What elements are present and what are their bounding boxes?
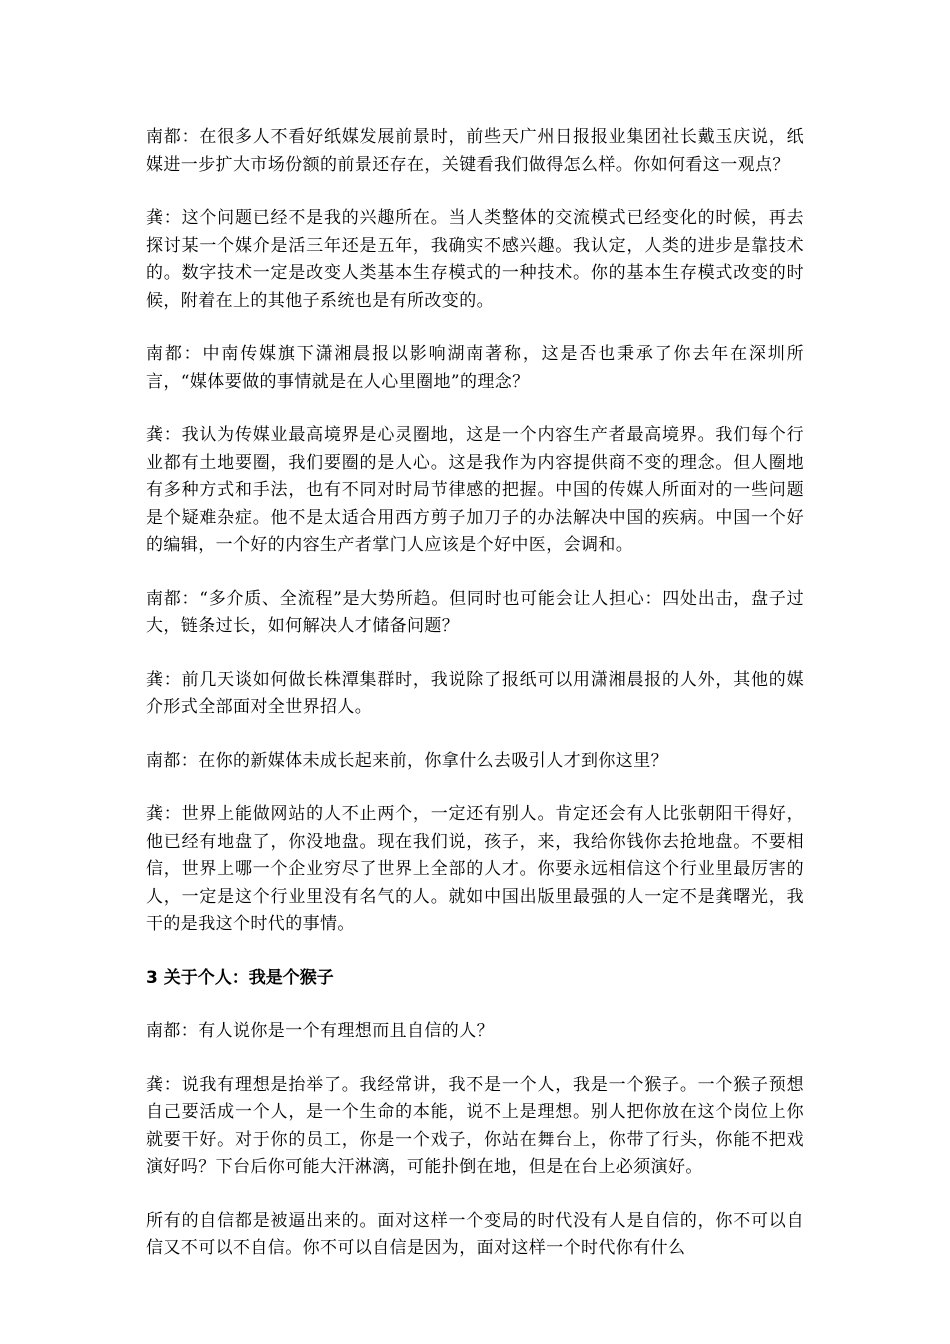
paragraph-question-5: 南都：有人说你是一个有理想而且自信的人？	[146, 1021, 494, 1041]
paragraph-answer-3: 龚：前几天谈如何做长株潭集群时，我说除了报纸可以用潇湘晨报的人外，其他的媒介形式全部面对全世界招人。	[146, 669, 804, 717]
document-page	[146, 124, 804, 1289]
paragraph-answer-2: 龚：我认为传媒业最高境界是心灵圈地，这是一个内容生产者最高境界。我们每个行业都有土地要圈，我们要圈的是人心。这是我作为内容提供商不变的理念。但人圈地有多种方式和手法，也有不同对时局节律感的把握。中国的传媒人所面对的一些问题是个疑难杂症。他不是太适合用西方剪子加刀子的办法解决中国的疾病。中国一个好的编辑，一个好的内容生产者掌门人应该是个好中医，会调和。	[146, 425, 804, 555]
paragraph-question-3: 南都：“多介质、全流程”是大势所趋。但同时也可能会让人担心：四处出击，盘子过大，链条过长，如何解决人才储备问题？	[146, 588, 804, 636]
paragraph-question-1: 南都：在很多人不看好纸媒发展前景时，前些天广州日报报业集团社长戴玉庆说，纸媒进一步扩大市场份额的前景还存在，关键看我们做得怎么样。你如何看这一观点？	[146, 127, 804, 175]
paragraph-answer-5: 龚：说我有理想是抬举了。我经常讲，我不是一个人，我是一个猴子。一个猴子预想自己要活成一个人，是一个生命的本能，说不上是理想。别人把你放在这个岗位上你就要干好。对于你的员工，你是一个戏子，你站在舞台上，你带了行头，你能不把戏演好吗？下台后你可能大汗淋漓，可能扑倒在地，但是在台上必须演好。	[146, 1074, 804, 1177]
paragraph-answer-5-continued: 所有的自信都是被逼出来的。面对这样一个变局的时代没有人是自信的，你不可以自信又不可以不自信。你不可以自信是因为，面对这样一个时代你有什么	[146, 1210, 804, 1258]
paragraph-question-2: 南都：中南传媒旗下潇湘晨报以影响湖南著称，这是否也秉承了你去年在深圳所言，“媒体要做的事情就是在人心里圈地”的理念？	[146, 344, 804, 392]
section-heading: 3 关于个人：我是个猴子	[146, 967, 334, 988]
paragraph-answer-1: 龚：这个问题已经不是我的兴趣所在。当人类整体的交流模式已经变化的时候，再去探讨某一个媒介是活三年还是五年，我确实不感兴趣。我认定，人类的进步是靠技术的。数字技术一定是改变人类基本生存模式的一种技术。你的基本生存模式改变的时候，附着在上的其他子系统也是有所改变的。	[146, 208, 804, 311]
paragraph-question-4: 南都：在你的新媒体未成长起来前，你拿什么去吸引人才到你这里？	[146, 750, 668, 771]
paragraph-answer-4: 龚：世界上能做网站的人不止两个，一定还有别人。肯定还会有人比张朝阳干得好，他已经有地盘了，你没地盘。现在我们说，孩子，来，我给你钱你去抢地盘。不要相信，世界上哪一个企业穷尽了世界上全部的人才。你要永远相信这个行业里最厉害的人，一定是这个行业里没有名气的人。就如中国出版里最强的人一定不是龚曙光，我干的是我这个时代的事情。	[146, 804, 804, 934]
